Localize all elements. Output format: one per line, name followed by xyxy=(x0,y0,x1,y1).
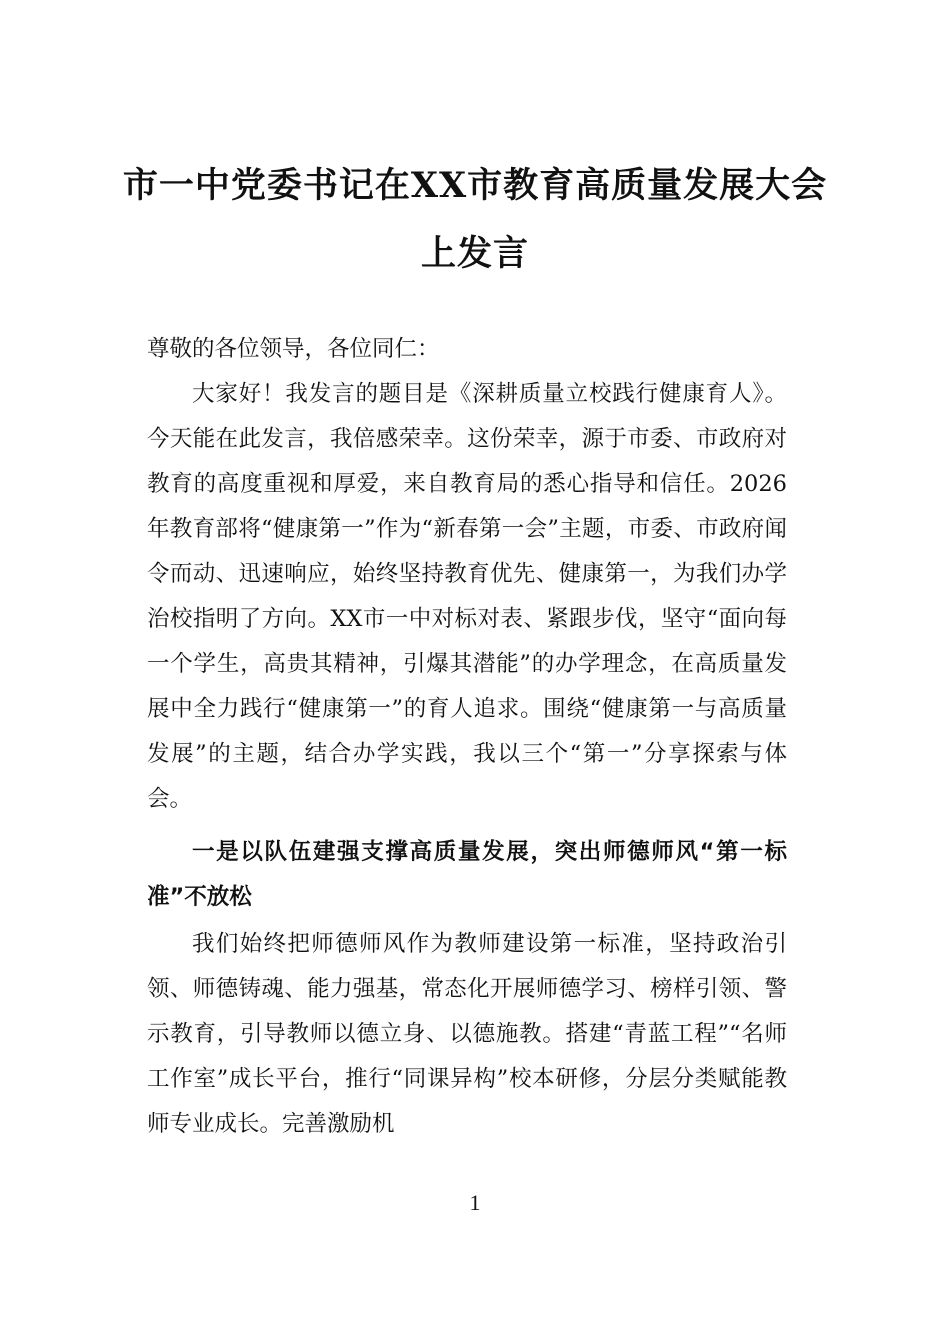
section-paragraph: 我们始终把师德师风作为教师建设第一标准，坚持政治引领、师德铸魂、能力强基，常态化开展师德学习、榜样引领、警示教育，引导教师以德立身、以德施教。搭建“青蓝工程”“名师工作室”成长平台，推行“同课异构”校本研修，分层分类赋能教师专业成长。完善激励机 xyxy=(147,931,787,1137)
intro-paragraph: 大家好！我发言的题目是《深耕质量立校践行健康育人》。今天能在此发言，我倍感荣幸。这份荣幸，源于市委、市政府对教育的高度重视和厚爱，来自教育局的悉心指导和信任。2026年教育部将“健康第一”作为“新春第一会”主题，市委、市政府闻令而动、迅速响应，始终坚持教育优先、健康第一，为我们办学治校指明了方向。XX市一中对标对表、紧跟步伐，坚守“面向每一个学生，高贵其精神，引爆其潜能”的办学理念，在高质量发展中全力践行“健康第一”的育人追求。围绕“健康第一与高质量发展”的主题，结合办学实践，我以三个“第一”分享探索与体会。 xyxy=(147,381,787,812)
document-title: 市一中党委书记在XX市教育高质量发展大会上发言 xyxy=(122,165,828,274)
salutation: 尊敬的各位领导，各位同仁： xyxy=(147,336,440,362)
document-body xyxy=(147,327,787,1147)
page-number: 1 xyxy=(469,1190,481,1215)
section-heading: 一是以队伍建强支撑高质量发展，突出师德师风“第一标准”不放松 xyxy=(147,839,787,910)
